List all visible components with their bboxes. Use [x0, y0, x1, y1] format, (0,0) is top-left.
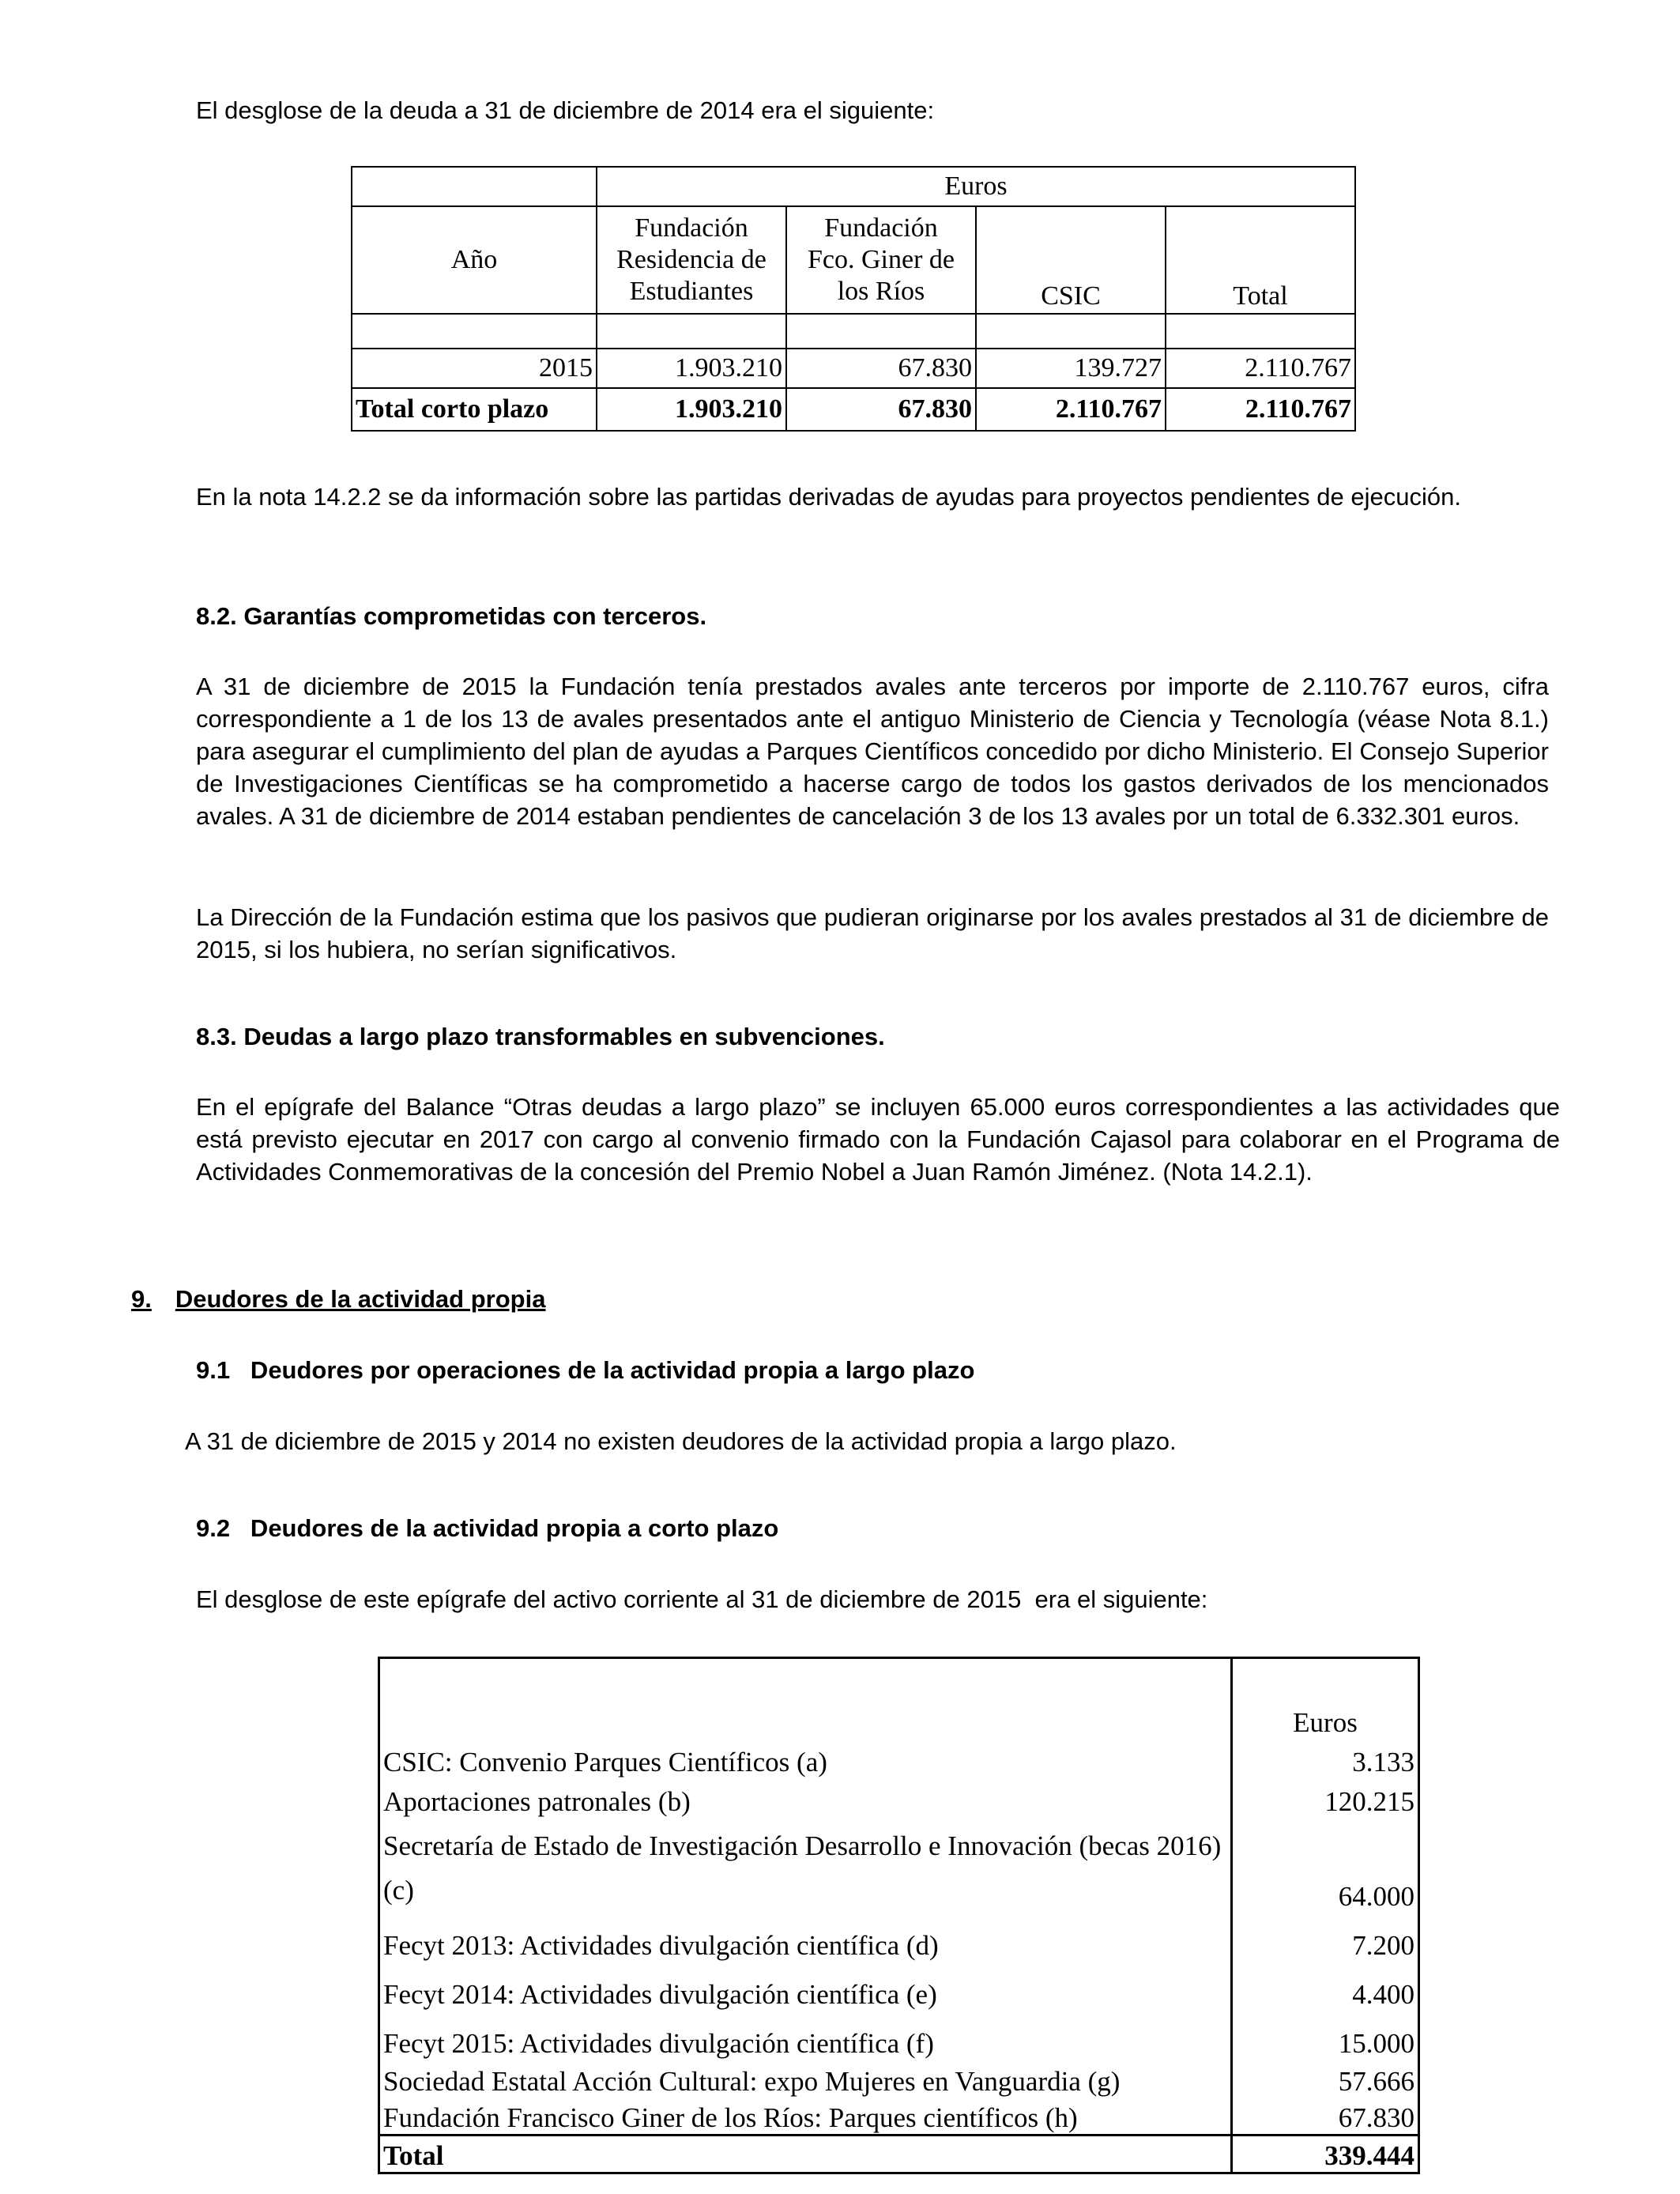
- table2-euros-header: Euros: [1232, 1658, 1419, 1739]
- table1-year-header: Año: [352, 206, 597, 314]
- table2-row-label: Sociedad Estatal Acción Cultural: expo Mujeres en Vanguardia (g): [379, 2060, 1232, 2098]
- section-8-2-heading: 8.2. Garantías comprometidas con terceros.: [196, 602, 707, 630]
- section-9-2-heading: 9.2 Deudores de la actividad propia a corto plazo: [196, 1514, 779, 1542]
- table2-row-value: 4.400: [1232, 1962, 1419, 2011]
- table2-total-row: [379, 2136, 1419, 2173]
- table1-col1-header-line1: Fundación: [635, 213, 748, 243]
- table2-row: [379, 1913, 1419, 1962]
- table2-row-label: Secretaría de Estado de Investigación Desarrollo e Innovación (becas 2016) (c): [379, 1818, 1232, 1913]
- table1-total-row: [352, 388, 1355, 431]
- table1-total-csic: 2.110.767: [976, 388, 1166, 431]
- table1-total-label: Total corto plazo: [352, 388, 597, 431]
- table1-col4-header: Total: [1166, 206, 1355, 314]
- table2-row-value: 64.000: [1232, 1818, 1419, 1913]
- table2-row: [379, 2060, 1419, 2098]
- table2-row-label: Fecyt 2015: Actividades divulgación científica (f): [379, 2011, 1232, 2060]
- section-9-title: Deudores de la actividad propia: [175, 1285, 546, 1313]
- section-9-2-paragraph: El desglose de este epígrafe del activo corriente al 31 de diciembre de 2015 era el siguiente:: [196, 1585, 1208, 1613]
- table2-row: [379, 1962, 1419, 2011]
- table1-col2-header-line1: Fundación: [824, 213, 938, 243]
- table1-total-residencia: 1.903.210: [597, 388, 786, 431]
- table2-row-label: CSIC: Convenio Parques Científicos (a): [379, 1739, 1232, 1778]
- table1-empty-cell: [352, 314, 597, 349]
- table1-total-total: 2.110.767: [1166, 388, 1355, 431]
- table1-row-year: 2015: [352, 349, 597, 388]
- table2-row: [379, 2098, 1419, 2136]
- table1-empty-cell: [1166, 314, 1355, 349]
- table2-row-value: 15.000: [1232, 2011, 1419, 2060]
- section-9-1-heading: 9.1 Deudores por operaciones de la actividad propia a largo plazo: [196, 1356, 975, 1384]
- table1-col3-header: CSIC: [976, 206, 1166, 314]
- table1-row-value-total: 2.110.767: [1166, 349, 1355, 388]
- table1-col2-header: [786, 206, 976, 314]
- table1-total-giner: 67.830: [786, 388, 976, 431]
- table2-row-value: 120.215: [1232, 1778, 1419, 1818]
- table2-total-label: Total: [379, 2136, 1232, 2173]
- section-8-2-paragraph-1: A 31 de diciembre de 2015 la Fundación tenía prestados avales ante terceros por importe de 2.110.767 euros, cifra correspondiente a 1 de los 13 de avales presentados ante el antiguo Ministerio de Ciencia y Tecnología (véase Nota 8.1.) para asegurar el cumplimiento del plan de ayudas a Parques Científicos concedido por dicho Ministerio. El Consejo Superior de Investigaciones Científicas se ha comprometido a hacerse cargo de todos los gastos derivados de los mencionados avales. A 31 de diciembre de 2014 estaban pendientes de cancelación 3 de los 13 avales por un total de 6.332.301 euros.: [196, 673, 1549, 830]
- note-14-2-2-paragraph: En la nota 14.2.2 se da información sobre las partidas derivadas de ayudas para proyectos pendientes de ejecución.: [196, 483, 1461, 511]
- table2-row-label: Fundación Francisco Giner de los Ríos: Parques científicos (h): [379, 2098, 1232, 2136]
- table1-corner-cell: [352, 167, 597, 206]
- table2-row-value: 3.133: [1232, 1739, 1419, 1778]
- table1-euros-header: Euros: [597, 167, 1355, 206]
- table1-empty-cell: [976, 314, 1166, 349]
- table1-col2-header-line3: los Ríos: [837, 277, 925, 306]
- table1-empty-cell: [786, 314, 976, 349]
- table2-row: [379, 1739, 1419, 1778]
- table1-col1-header-line2: Residencia de: [616, 245, 767, 274]
- section-9-1-paragraph: A 31 de diciembre de 2015 y 2014 no existen deudores de la actividad propia a largo plazo.: [185, 1427, 1177, 1455]
- table2-total-value: 339.444: [1232, 2136, 1419, 2173]
- debtors-table: [378, 1657, 1420, 2174]
- intro-2014-paragraph: El desglose de la deuda a 31 de diciembre de 2014 era el siguiente:: [196, 96, 935, 124]
- table2-row-label: Fecyt 2014: Actividades divulgación científica (e): [379, 1962, 1232, 2011]
- table1-row-value-giner: 67.830: [786, 349, 976, 388]
- table1-col1-header-line3: Estudiantes: [629, 277, 754, 306]
- table1-col1-header: [597, 206, 786, 314]
- table2-row: [379, 2011, 1419, 2060]
- debt-breakdown-table: [351, 166, 1356, 432]
- table2-row: [379, 1818, 1419, 1913]
- table2-row-value: 57.666: [1232, 2060, 1419, 2098]
- table1-row-value-residencia: 1.903.210: [597, 349, 786, 388]
- table2-row-value: 7.200: [1232, 1913, 1419, 1962]
- section-8-3-heading: 8.3. Deudas a largo plazo transformables en subvenciones.: [196, 1023, 885, 1050]
- table1-row-value-csic: 139.727: [976, 349, 1166, 388]
- table2-header-label-cell: [379, 1658, 1232, 1739]
- table2-row-label: Aportaciones patronales (b): [379, 1778, 1232, 1818]
- table2-row-value: 67.830: [1232, 2098, 1419, 2136]
- table2-row: [379, 1778, 1419, 1818]
- section-9-number: 9.: [131, 1285, 152, 1313]
- table1-col2-header-line2: Fco. Giner de: [807, 245, 955, 274]
- table1-empty-cell: [597, 314, 786, 349]
- table2-row-label: Fecyt 2013: Actividades divulgación científica (d): [379, 1913, 1232, 1962]
- table1-row-2015: [352, 349, 1355, 388]
- section-8-3-paragraph: En el epígrafe del Balance “Otras deudas a largo plazo” se incluyen 65.000 euros correspondientes a las actividades que está previsto ejecutar en 2017 con cargo al convenio firmado con la Fundación Cajasol para colaborar en el Programa de Actividades Conmemorativas de la concesión del Premio Nobel a Juan Ramón Jiménez. (Nota 14.2.1).: [196, 1093, 1560, 1186]
- section-8-2-paragraph-2: La Dirección de la Fundación estima que los pasivos que pudieran originarse por los avales prestados al 31 de diciembre de 2015, si los hubiera, no serían significativos.: [196, 903, 1549, 963]
- section-9-heading: [131, 1284, 545, 1315]
